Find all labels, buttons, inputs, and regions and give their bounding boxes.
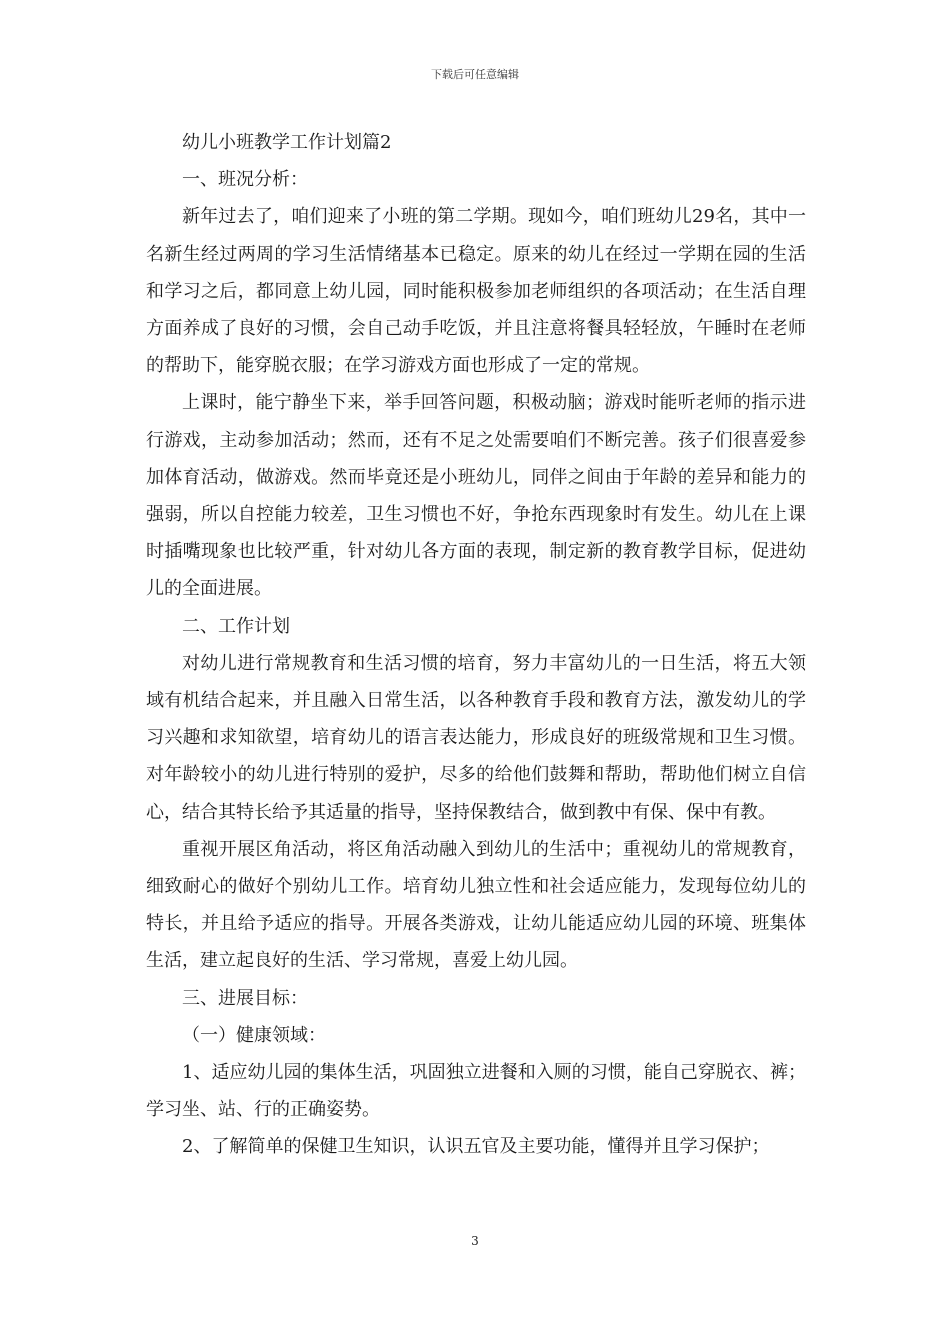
document-body	[146, 124, 806, 1166]
paragraph: 上课时，能宁静坐下来，举手回答问题，积极动脑；游戏时能听老师的指示进行游戏，主动参加活动；然而，还有不足之处需要咱们不断完善。孩子们很喜爱参加体育活动，做游戏。然而毕竟还是小班幼儿，同伴之间由于年龄的差异和能力的强弱，所以自控能力较差，卫生习惯也不好，争抢东西现象时有发生。幼儿在上课时插嘴现象也比较严重，针对幼儿各方面的表现，制定新的教育教学目标，促进幼儿的全面进展。	[146, 392, 806, 600]
header-note: 下载后可任意编辑	[431, 68, 519, 81]
list-item: 2、了解简单的保健卫生知识，认识五官及主要功能，懂得并且学习保护；	[182, 1136, 770, 1158]
subsection-heading-health: （一）健康领域：	[182, 1024, 326, 1046]
paragraph: 新年过去了，咱们迎来了小班的第二学期。现如今，咱们班幼儿29名，其中一名新生经过两周的学习生活情绪基本已稳定。原来的幼儿在经过一学期在园的生活和学习之后，都同意上幼儿园，同时能积极参加老师组织的各项活动；在生活自理方面养成了良好的习惯，会自己动手吃饭，并且注意将餐具轻轻放，午睡时在老师的帮助下，能穿脱衣服；在学习游戏方面也形成了一定的常规。	[146, 206, 806, 377]
paragraph: 重视开展区角活动，将区角活动融入到幼儿的生活中；重视幼儿的常规教育，细致耐心的做好个别幼儿工作。培育幼儿独立性和社会适应能力，发现每位幼儿的特长，并且给予适应的指导。开展各类游戏，让幼儿能适应幼儿园的环境、班集体生活，建立起良好的生活、学习常规，喜爱上幼儿园。	[146, 838, 806, 972]
page-number: 3	[471, 1234, 479, 1248]
paragraph: 对幼儿进行常规教育和生活习惯的培育，努力丰富幼儿的一日生活，将五大领域有机结合起来，并且融入日常生活，以各种教育手段和教育方法，激发幼儿的学习兴趣和求知欲望，培育幼儿的语言表达能力，形成良好的班级常规和卫生习惯。对年龄较小的幼儿进行特别的爱护，尽多的给他们鼓舞和帮助，帮助他们树立自信心，结合其特长给予其适量的指导，坚持保教结合，做到教中有保、保中有教。	[146, 652, 806, 823]
section-heading-work-plan: 二、工作计划	[182, 615, 290, 637]
section-heading-class-analysis: 一、班况分析：	[182, 169, 308, 191]
list-item: 1、适应幼儿园的集体生活，巩固独立进餐和入厕的习惯，能自己穿脱衣、裤；学习坐、站、行的正确姿势。	[146, 1062, 806, 1121]
section-heading-goals: 三、进展目标：	[182, 987, 308, 1009]
document-title: 幼儿小班教学工作计划篇2	[182, 132, 392, 153]
